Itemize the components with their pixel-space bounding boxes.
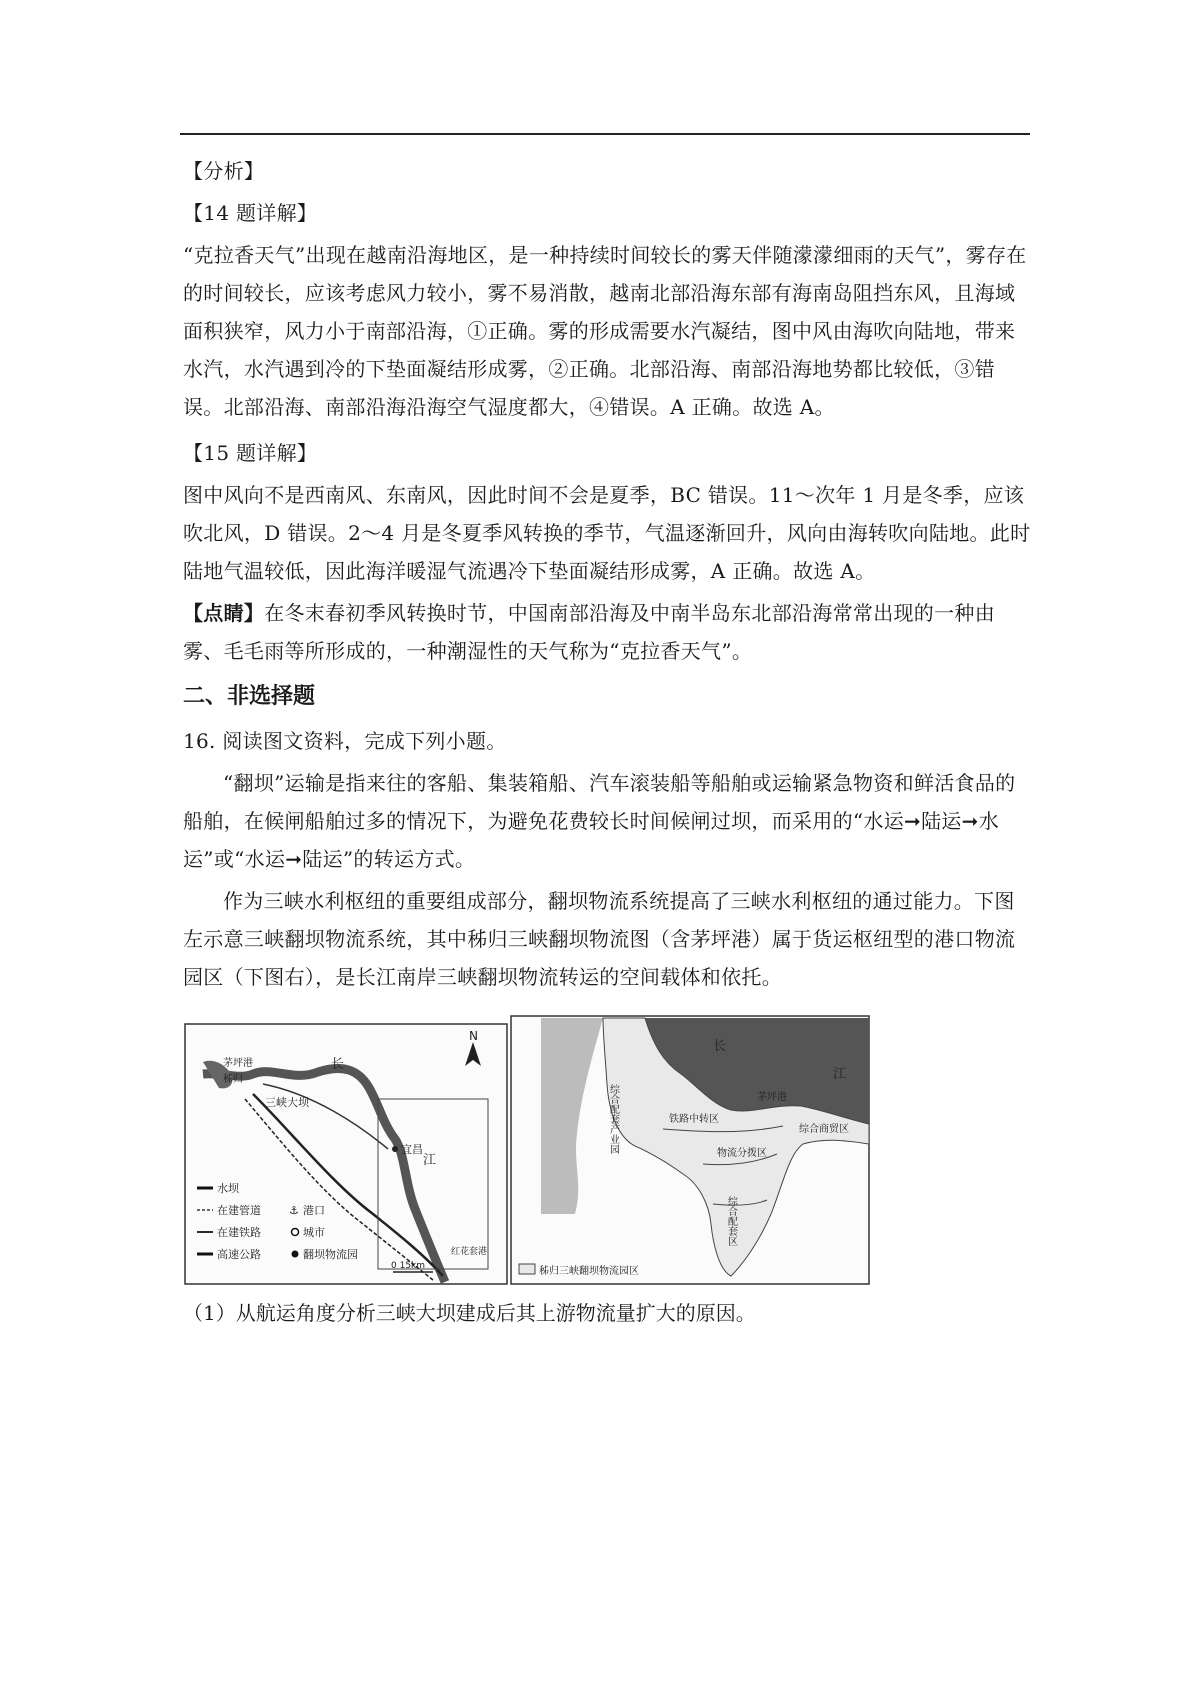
- q16-sub1: （1）从航运角度分析三峡大坝建成后其上游物流量扩大的原因。: [183, 1301, 756, 1325]
- q16-stem: 16. 阅读图文资料，完成下列小题。: [183, 729, 507, 753]
- q14-header: 【14 题详解】: [183, 201, 318, 225]
- legend-city: 城市: [303, 1226, 325, 1239]
- document-body: [183, 152, 1033, 1352]
- left-label-jiang: 江: [423, 1153, 437, 1168]
- right-label-tielu: 铁路中转区: [669, 1114, 719, 1125]
- right-legend: 秭归三峡翻坝物流园区: [539, 1266, 639, 1277]
- legend-dam: 水坝: [217, 1182, 239, 1195]
- q16-para2: 作为三峡水利枢纽的重要组成部分，翻坝物流系统提高了三峡水利枢纽的通过能力。下图左示意三峡翻坝物流系统，其中秭归三峡翻坝物流图（含茅坪港）属于货运枢纽型的港口物流园区（下图右），是长江南岸三峡翻坝物流转运的空间载体和依托。: [183, 889, 1016, 989]
- right-label-wuliu: 物流分拨区: [717, 1148, 767, 1159]
- left-label-maoping: 茅坪港: [223, 1058, 253, 1069]
- header-rule: [180, 133, 1030, 135]
- right-label-zonghe: 综合配套产业园: [607, 1084, 619, 1154]
- legend-park: 翻坝物流园: [303, 1248, 358, 1261]
- right-label-peitao: 综合配套区: [725, 1196, 737, 1246]
- scale-label: 0 15km: [391, 1261, 426, 1271]
- left-label-chang: 长: [331, 1057, 345, 1072]
- maps-svg: [183, 1014, 873, 1288]
- legend-railway: 在建铁路: [217, 1226, 261, 1239]
- legend-highway: 高速公路: [217, 1248, 261, 1261]
- legend-park-icon: [292, 1251, 299, 1258]
- left-label-dam: 三峡大坝: [265, 1096, 309, 1109]
- right-legend-swatch: [519, 1264, 535, 1274]
- left-label-honghua: 红花套港: [451, 1247, 488, 1257]
- right-label-chang: 长: [713, 1039, 727, 1054]
- left-label-yichang: 宜昌: [401, 1143, 423, 1156]
- section-title: 二、非选择题: [183, 684, 316, 709]
- figure-maps: [183, 1014, 873, 1288]
- q15-header: 【15 题详解】: [183, 441, 318, 465]
- right-label-gongye: 综合商贸区: [799, 1124, 849, 1135]
- q14-text: “克拉香天气”出现在越南沿海地区，是一种持续时间较长的雾天伴随濛濛细雨的天气”，雾存在的时间较长，应该考虑风力较小，雾不易消散，越南北部沿海东部有海南岛阻挡东风，且海域面积狭窄，风力小于南部沿海，①正确。雾的形成需要水汽凝结，图中风由海吹向陆地，带来水汽，水汽遇到冷的下垫面凝结形成雾，②正确。北部沿海、南部沿海地势都比较低，③错误。北部沿海、南部沿海沿海空气湿度都大，④错误。A 正确。故选 A。: [183, 243, 1027, 419]
- legend-pipeline: 在建管道: [217, 1204, 261, 1217]
- legend-port: 港口: [303, 1204, 325, 1217]
- north-label: N: [469, 1029, 478, 1043]
- legend-anchor-icon: ⚓: [289, 1204, 299, 1217]
- q16-para1: “翻坝”运输是指来往的客船、集装箱船、汽车滚装船等船舶或运输紧急物资和鲜活食品的船舶，在候闸船舶过多的情况下，为避免花费较长时间候闸过坝，而采用的“水运➞陆运➞水运”或“水运➞陆运”的转运方式。: [183, 771, 1016, 871]
- left-label-zigui: 秭归: [223, 1074, 243, 1085]
- yichang-dot-icon: [392, 1146, 398, 1152]
- q15-text: 图中风向不是西南风、东南风，因此时间不会是夏季，BC 错误。11～次年 1 月是冬季，应该吹北风，D 错误。2～4 月是冬夏季风转换的季节，气温逐渐回升，风向由海转吹向陆地。此时陆地气温较低，因此海洋暖湿气流遇冷下垫面凝结形成雾，A 正确。故选 A。: [183, 483, 1031, 583]
- analysis-header: 【分析】: [183, 159, 265, 183]
- dianjing-paragraph: [183, 594, 1033, 670]
- dianjing-text: 在冬末春初季风转换时节，中国南部沿海及中南半岛东北部沿海常常出现的一种由雾、毛毛雨等所形成的，一种潮湿性的天气称为“克拉香天气”。: [183, 601, 996, 663]
- right-label-jiang: 江: [833, 1067, 847, 1082]
- right-label-maoping: 茅坪港: [757, 1092, 787, 1103]
- dianjing-tag: 【点睛】: [183, 601, 265, 625]
